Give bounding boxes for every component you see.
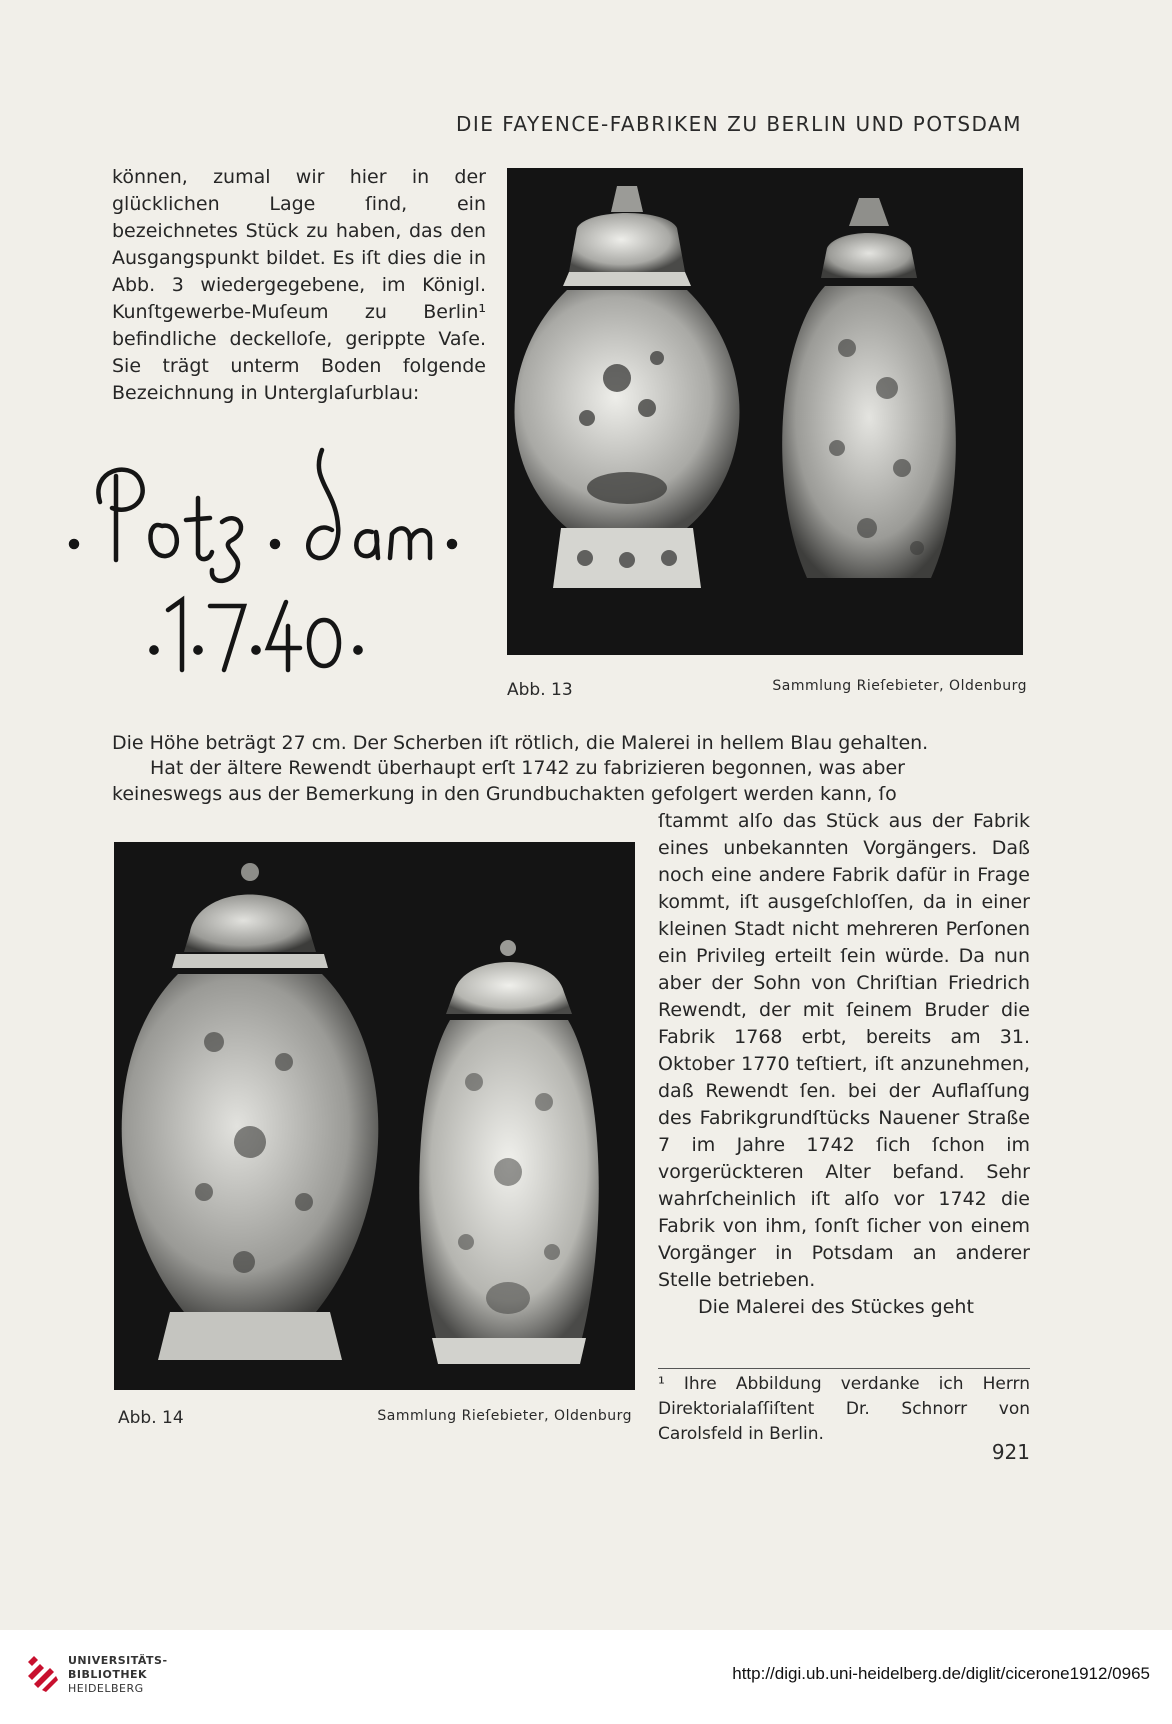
intro-text: können, zumal wir hier in der glücklichen Lage ſind, ein bezeichnetes Stück zu haben, das den Ausgangspunkt bildet. Es iſt dies die in Abb. 3 wiedergegebene, im Königl. Kunſtgewerbe-Muſeum zu Berlin¹ befindliche deckelloſe, gerippte Vaſe. Sie trägt unterm Boden folgende Bezeichnung in Unterglaſurblau: xyxy=(112,166,486,404)
library-name-line-3: HEIDELBERG xyxy=(68,1682,144,1695)
column-last-line: Die Malerei des Stückes geht xyxy=(698,1296,974,1318)
right-column-text xyxy=(658,808,1030,1321)
library-name xyxy=(68,1654,168,1696)
footnote-rule xyxy=(658,1368,1030,1369)
source-url-link[interactable]: http://digi.ub.uni-heidelberg.de/diglit/cicerone1912/0965 xyxy=(732,1664,1150,1683)
vases-illustration xyxy=(507,168,1023,655)
figure-13-label: Abb. 13 xyxy=(507,680,573,700)
library-name-line-1: UNIVERSITÄTS- xyxy=(68,1654,168,1667)
intro-paragraph xyxy=(112,164,486,407)
column-paragraph: ſtammt alſo das Stück aus der Fabrik eines unbekannten Vorgängers. Daß noch eine andere Fabrik dafür in Frage kommt, iſt ausgeſchloſſen, da in einer kleinen Stadt nicht mehreren Perſonen ein Privileg erteilt ſein würde. Da nun aber der Sohn von Chriſtian Friedrich Rewendt, der mit ſeinem Bruder die Fabrik 1768 erbt, bereits am 31. Oktober 1770 teſtiert, iſt anzunehmen, daß Rewendt ſen. bei der Auflaſſung des Fabrikgrundſtücks Nauener Straße 7 im Jahre 1742 ſich ſchon im vorgerückteren Alter befand. Sehr wahrſcheinlich iſt alſo vor 1742 die Fabrik von ihm, ſonſt ſicher von einem Vorgänger in Potsdam an anderer Stelle betrieben. xyxy=(658,810,1030,1291)
body-line-2: Hat der ältere Rewendt überhaupt erſt 1742 zu fabrizieren begonnen, was aber xyxy=(150,757,905,779)
potsdam-mark-drawing xyxy=(60,440,480,690)
potsdam-mark-signature xyxy=(60,440,480,694)
library-logo-icon xyxy=(26,1654,60,1698)
figure-14-source: Sammlung Rieſebieter, Oldenburg xyxy=(377,1408,632,1424)
figure-13-photo xyxy=(507,168,1023,655)
figure-14-photo xyxy=(114,842,635,1390)
figure-13-source: Sammlung Rieſebieter, Oldenburg xyxy=(772,678,1027,694)
library-name-line-2: BIBLIOTHEK xyxy=(68,1668,148,1681)
running-title: DIE FAYENCE-FABRIKEN ZU BERLIN UND POTSDAM xyxy=(455,112,1022,136)
body-line-1: Die Höhe beträgt 27 cm. Der Scherben iſt rötlich, die Malerei in hellem Blau gehalten. xyxy=(112,732,929,754)
figure-14-label: Abb. 14 xyxy=(118,1408,184,1428)
footer-bar xyxy=(0,1630,1172,1724)
page-number: 921 xyxy=(991,1440,1030,1464)
body-line-3: keineswegs aus der Bemerkung in den Grundbuchakten gefolgert werden kann, ſo xyxy=(112,783,897,805)
vases-illustration xyxy=(114,842,635,1390)
footnote: ¹ Ihre Abbildung verdanke ich Herrn Direktorialaſſiſtent Dr. Schnorr von Carolsfeld in Berlin. xyxy=(658,1374,1030,1444)
